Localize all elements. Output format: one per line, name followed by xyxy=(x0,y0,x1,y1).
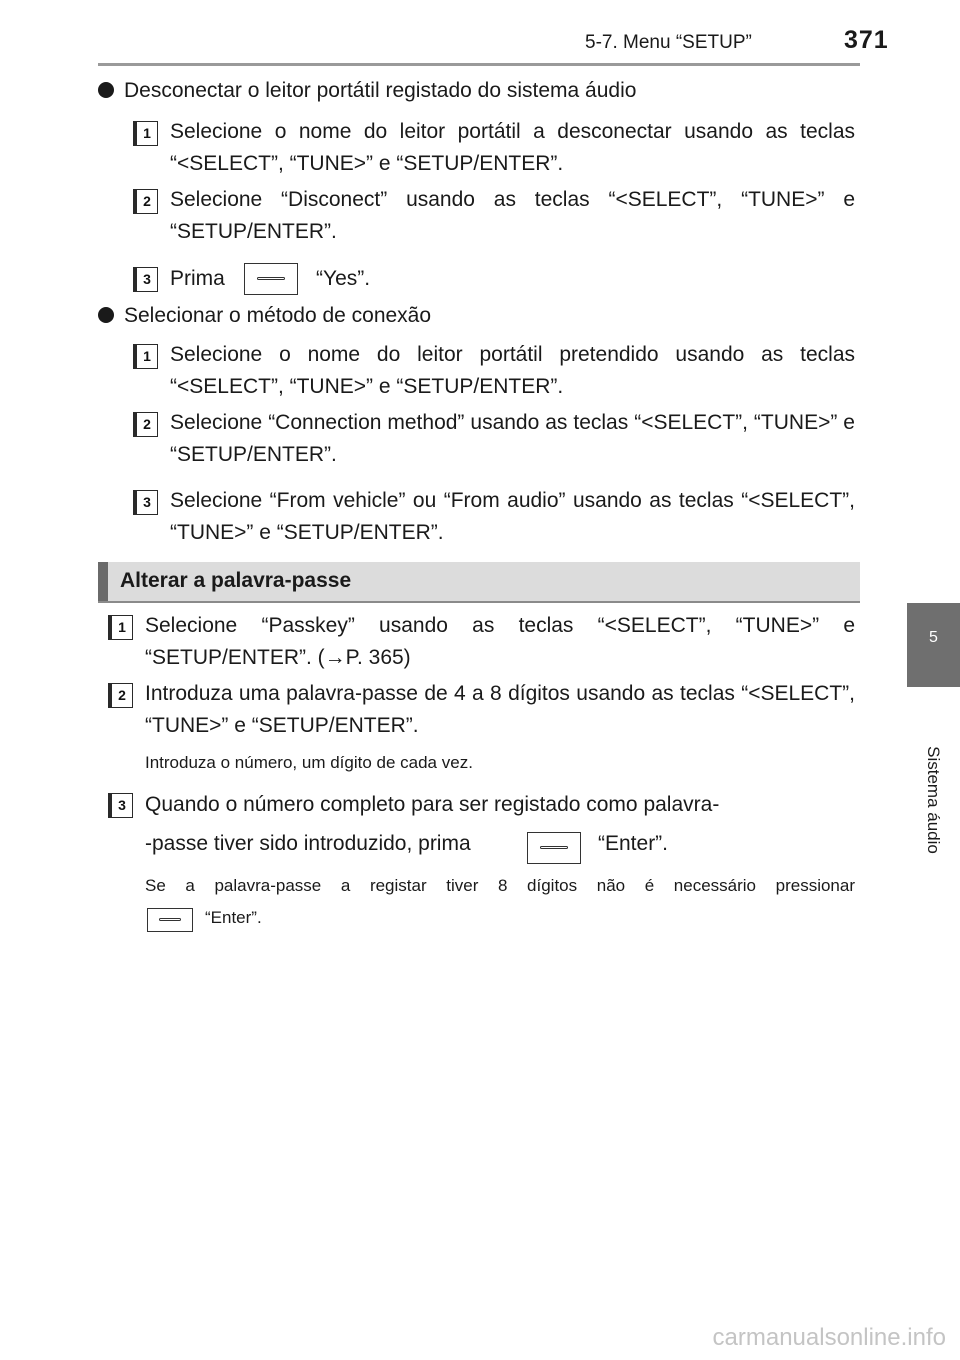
bullet-text: Selecionar o método de conexão xyxy=(124,304,432,327)
step-text: Selecione “From vehicle” ou “From audio” usando as teclas “<SELECT”, “TUNE>” e “SETUP/ENTER”. xyxy=(170,489,855,544)
step-number-badge: 1 xyxy=(133,121,158,146)
step-number-badge: 2 xyxy=(133,412,158,437)
step-note: “Enter”. xyxy=(205,908,262,927)
chapter-number: 5 xyxy=(929,629,938,646)
enter-button-icon xyxy=(244,263,298,295)
enter-button-icon xyxy=(147,908,193,932)
step-text: Quando o número completo para ser registado como palavra- xyxy=(145,793,720,816)
step-number-badge: 2 xyxy=(108,683,133,708)
step-number-badge: 2 xyxy=(133,189,158,214)
step-number-badge: 3 xyxy=(133,267,158,292)
section-heading xyxy=(98,562,860,601)
step-note: Se a palavra-passe a registar tiver 8 dígitos não é necessário pressionar xyxy=(145,876,855,895)
step-text: “Yes”. xyxy=(316,267,371,290)
step-text: Selecione “Passkey” usando as teclas “<SELECT”, “TUNE>” e “SETUP/ENTER”. (→P. 365) xyxy=(145,614,855,669)
page-number: 371 xyxy=(844,26,889,54)
step-text: Selecione o nome do leitor portátil pretendido usando as teclas “<SELECT”, “TUNE>” e “SETUP/ENTER”. xyxy=(170,343,855,398)
bullet-dot-icon xyxy=(98,82,114,98)
step-text: Introduza uma palavra-passe de 4 a 8 dígitos usando as teclas “<SELECT”, “TUNE>” e “SETUP/ENTER”. xyxy=(145,682,855,737)
section-heading-text: Alterar a palavra-passe xyxy=(120,569,352,592)
step-text: Selecione “Connection method” usando as teclas “<SELECT”, “TUNE>” e “SETUP/ENTER”. xyxy=(170,411,855,466)
bullet-item xyxy=(98,304,431,328)
step-text: Selecione o nome do leitor portátil a desconectar usando as teclas “<SELECT”, “TUNE>” e “SETUP/ENTER”. xyxy=(170,120,855,175)
step-text: “Enter”. xyxy=(598,832,669,855)
bullet-text: Desconectar o leitor portátil registado do sistema áudio xyxy=(124,79,637,102)
step-number-badge: 1 xyxy=(108,615,133,640)
step-number-badge: 1 xyxy=(133,344,158,369)
section-title: 5-7. Menu “SETUP” xyxy=(585,32,752,53)
step-text: Selecione “Disconect” usando as teclas “<SELECT”, “TUNE>” e “SETUP/ENTER”. xyxy=(170,188,855,243)
step-number-badge: 3 xyxy=(108,793,133,818)
header-divider xyxy=(98,63,860,66)
step-number-badge: 3 xyxy=(133,490,158,515)
step-text: Prima xyxy=(170,267,225,290)
enter-button-icon xyxy=(527,832,581,864)
bullet-dot-icon xyxy=(98,307,114,323)
step-text: -passe tiver sido introduzido, prima xyxy=(145,832,471,855)
watermark: carmanualsonline.info xyxy=(712,1324,946,1351)
step-note: Introduza o número, um dígito de cada vez. xyxy=(145,753,473,772)
chapter-tab xyxy=(907,603,960,687)
chapter-label: Sistema áudio xyxy=(924,746,943,854)
bullet-item xyxy=(98,79,636,103)
section-divider xyxy=(98,601,860,603)
